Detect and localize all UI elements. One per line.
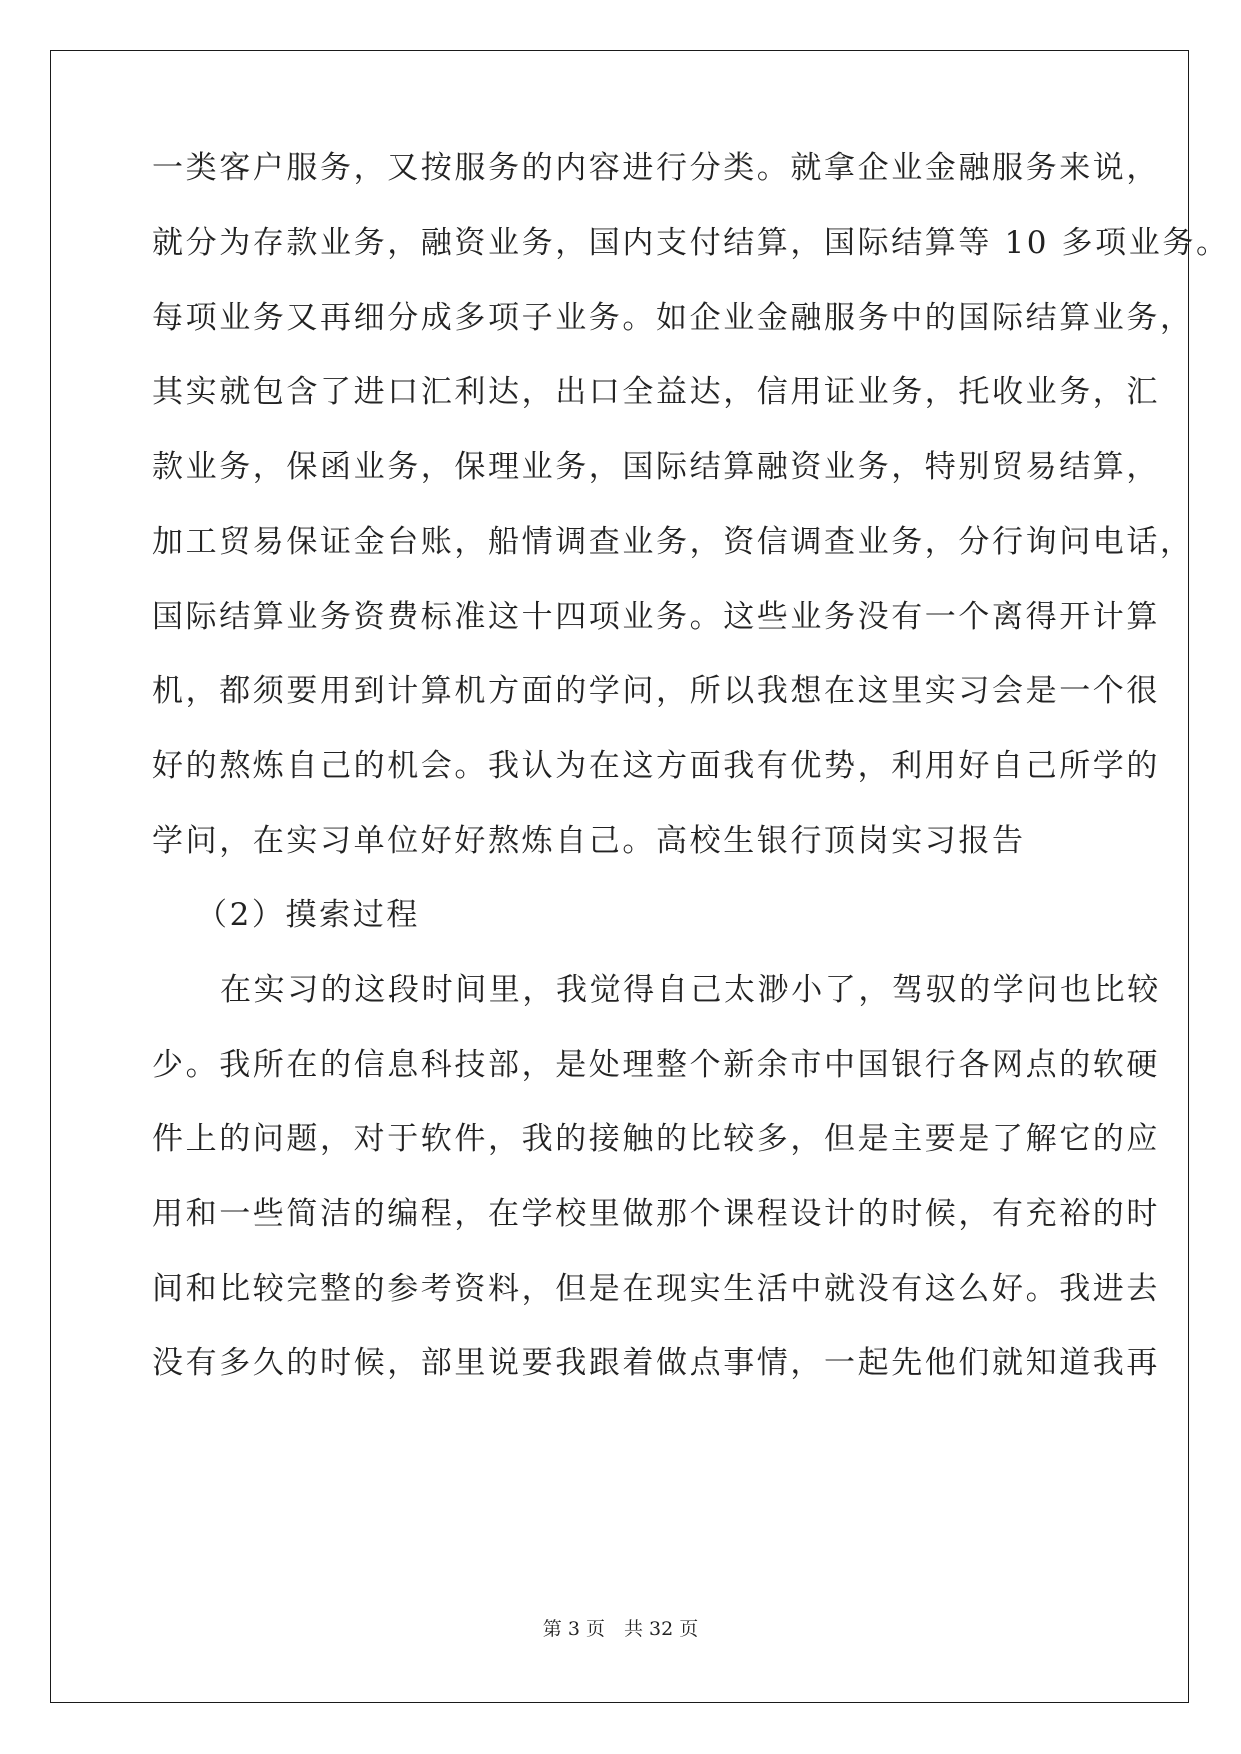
text-line: 其实就包含了进口汇利达，出口全益达，信用证业务，托收业务，汇 — [152, 374, 1160, 410]
text-line: 件上的问题，对于软件，我的接触的比较多，但是主要是了解它的应 — [152, 1121, 1160, 1157]
page-number: 第 3 页 共 32 页 — [542, 1618, 699, 1640]
text-line: 学问，在实习单位好好熬炼自己。高校生银行顶岗实习报告 — [152, 823, 1026, 859]
text-line: 加工贸易保证金台账，船情调查业务，资信调查业务，分行询问电话， — [152, 524, 1194, 560]
text-line: 就分为存款业务，融资业务，国内支付结算，国际结算等 10 多项业务。 — [152, 225, 1230, 261]
text-line: 国际结算业务资费标准这十四项业务。这些业务没有一个离得开计算 — [152, 599, 1160, 635]
text-line: 一类客户服务，又按服务的内容进行分类。就拿企业金融服务来说， — [152, 150, 1160, 186]
text-line: 好的熬炼自己的机会。我认为在这方面我有优势，利用好自己所学的 — [152, 748, 1160, 784]
text-line: 款业务，保函业务，保理业务，国际结算融资业务，特别贸易结算， — [152, 449, 1160, 485]
paragraph-first-line: 在实习的这段时间里，我觉得自己太渺小了，驾驭的学问也比较 — [220, 972, 1161, 1008]
text-line: 没有多久的时候，部里说要我跟着做点事情，一起先他们就知道我再 — [152, 1345, 1160, 1381]
section-heading: （2）摸索过程 — [196, 897, 420, 933]
text-line: 机，都须要用到计算机方面的学问，所以我想在这里实习会是一个很 — [152, 673, 1160, 709]
text-line: 间和比较完整的参考资料，但是在现实生活中就没有这么好。我进去 — [152, 1271, 1160, 1307]
text-line: 每项业务又再细分成多项子业务。如企业金融服务中的国际结算业务， — [152, 300, 1194, 336]
text-line: 用和一些简洁的编程，在学校里做那个课程设计的时候，有充裕的时 — [152, 1196, 1160, 1232]
text-line: 少。我所在的信息科技部，是处理整个新余市中国银行各网点的软硬 — [152, 1047, 1160, 1083]
